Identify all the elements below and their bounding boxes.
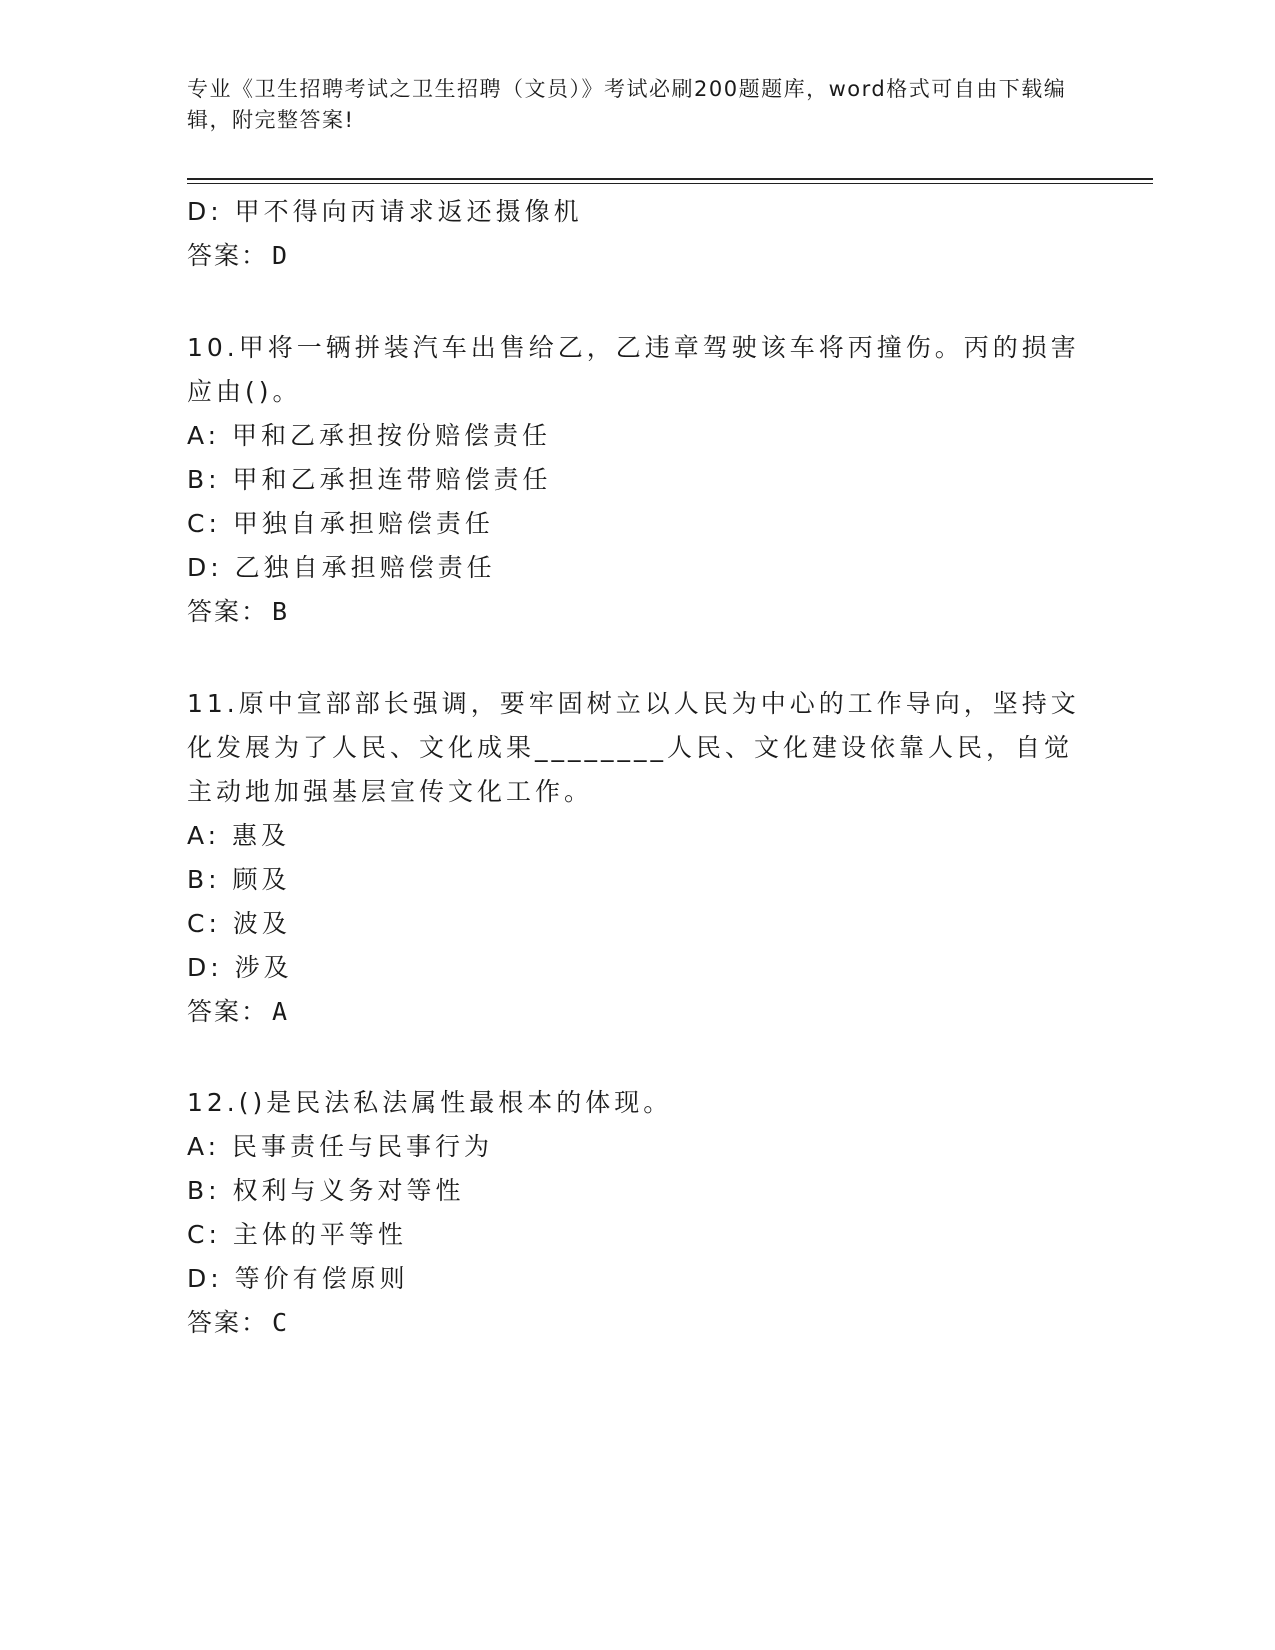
answer-label: 答案： [187, 597, 269, 626]
q11-option-c: C: 波及 [187, 909, 291, 938]
q11-stem-line-3: 主动地加强基层宣传文化工作。 [187, 777, 594, 806]
q12-option-c: C: 主体的平等性 [187, 1220, 407, 1249]
q12-answer [187, 1307, 289, 1339]
q10-stem-line-1: 10.甲将一辆拼装汽车出售给乙，乙违章驾驶该车将丙撞伤。丙的损害 [187, 333, 1080, 362]
q11-stem-line-2: 化发展为了人民、文化成果________人民、文化建设依靠人民，自觉 [187, 733, 1074, 762]
q10-option-a: A: 甲和乙承担按份赔偿责任 [187, 421, 552, 450]
q10-option-d: D: 乙独自承担赔偿责任 [187, 553, 496, 582]
answer-value: B [272, 597, 290, 626]
q10-option-c: C: 甲独自承担赔偿责任 [187, 509, 494, 538]
q11-option-a: A: 惠及 [187, 821, 291, 850]
q10-option-b: B: 甲和乙承担连带赔偿责任 [187, 465, 552, 494]
answer-value: C [272, 1308, 290, 1337]
prev-option-d: D: 甲不得向丙请求返还摄像机 [187, 197, 583, 226]
q12-stem-line-1: 12.()是民法私法属性最根本的体现。 [187, 1088, 673, 1117]
q11-stem-line-1: 11.原中宣部部长强调，要牢固树立以人民为中心的工作导向，坚持文 [187, 689, 1080, 718]
answer-label: 答案： [187, 241, 269, 270]
header-text: 专业《卫生招聘考试之卫生招聘（文员）》考试必刷200题题库，word格式可自由下载编辑，附完整答案! [187, 77, 1067, 132]
q10-stem-line-2: 应由()。 [187, 377, 302, 406]
header-rule-thick [187, 178, 1153, 180]
document-header [187, 74, 1067, 136]
answer-value: A [272, 997, 290, 1026]
answer-label: 答案： [187, 1308, 269, 1337]
q10-answer [187, 596, 289, 628]
prev-answer [187, 240, 289, 272]
answer-value: D [272, 241, 290, 270]
q12-option-a: A: 民事责任与民事行为 [187, 1132, 494, 1161]
q11-option-d: D: 涉及 [187, 953, 293, 982]
header-rule-thin [187, 183, 1153, 184]
q12-option-d: D: 等价有偿原则 [187, 1264, 409, 1293]
q11-answer [187, 996, 289, 1028]
answer-label: 答案： [187, 997, 269, 1026]
q11-option-b: B: 顾及 [187, 865, 291, 894]
q12-option-b: B: 权利与义务对等性 [187, 1176, 465, 1205]
